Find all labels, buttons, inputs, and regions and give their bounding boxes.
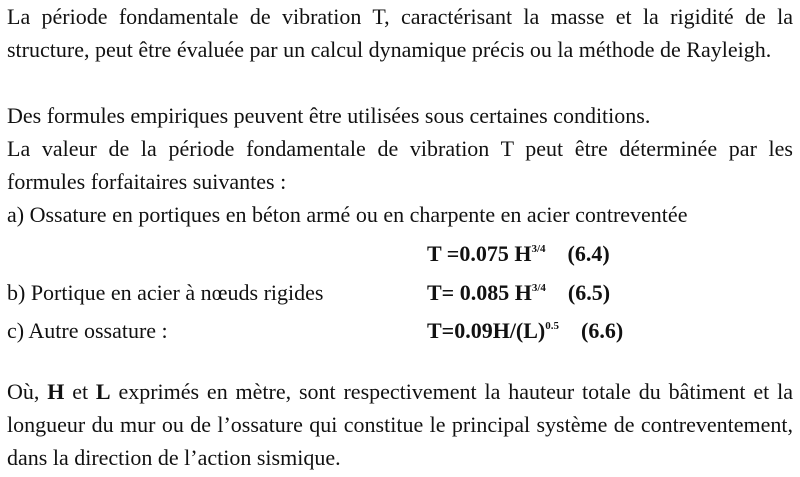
formula-6-5-main: T= 0.085 H xyxy=(427,280,532,305)
case-c-label: c) Autre ossature : xyxy=(7,318,168,343)
formula-6-6-exponent: 0.5 xyxy=(545,320,560,332)
formula-6-5 xyxy=(427,276,610,309)
formula-6-4-main: T =0.075 H xyxy=(427,241,532,266)
empirical-paragraph: Des formules empiriques peuvent être utilisées sous certaines conditions. xyxy=(7,103,651,128)
conclusion-paragraph xyxy=(7,375,793,474)
case-b-label: b) Portique en acier à nœuds rigides xyxy=(7,280,324,305)
determination-paragraph: La valeur de la période fondamentale de vibration T peut être déterminée par les formules forfaitaires suivantes : xyxy=(7,136,793,194)
formula-6-4-exponent: 3/4 xyxy=(531,243,546,255)
formula-6-5-number: (6.5) xyxy=(567,280,611,305)
formula-6-5-exponent: 3/4 xyxy=(531,282,546,294)
conclusion-part1: Où, xyxy=(7,379,48,404)
symbol-l: L xyxy=(95,379,111,404)
formula-6-6-main: T=0.09H/(L) xyxy=(427,318,546,343)
formula-6-6 xyxy=(427,314,623,347)
formula-6-4 xyxy=(427,237,610,270)
symbol-h: H xyxy=(47,379,65,404)
case-a-label: a) Ossature en portiques en béton armé ou en charpente en acier contreventée xyxy=(7,202,688,227)
conclusion-part3: exprimés en mètre, sont respectivement la hauteur totale du bâtiment et la longueur du mur ou de l’ossature qui constitue le principal système de contreventement, dans la direction de l’action sismique. xyxy=(7,379,793,470)
formula-6-6-number: (6.6) xyxy=(581,318,624,343)
conclusion-part2: et xyxy=(64,379,96,404)
intro-paragraph: La période fondamentale de vibration T, caractérisant la masse et la rigidité de la structure, peut être évaluée par un calcul dynamique précis ou la méthode de Rayleigh. xyxy=(7,4,793,62)
formula-6-4-number: (6.4) xyxy=(567,241,610,266)
